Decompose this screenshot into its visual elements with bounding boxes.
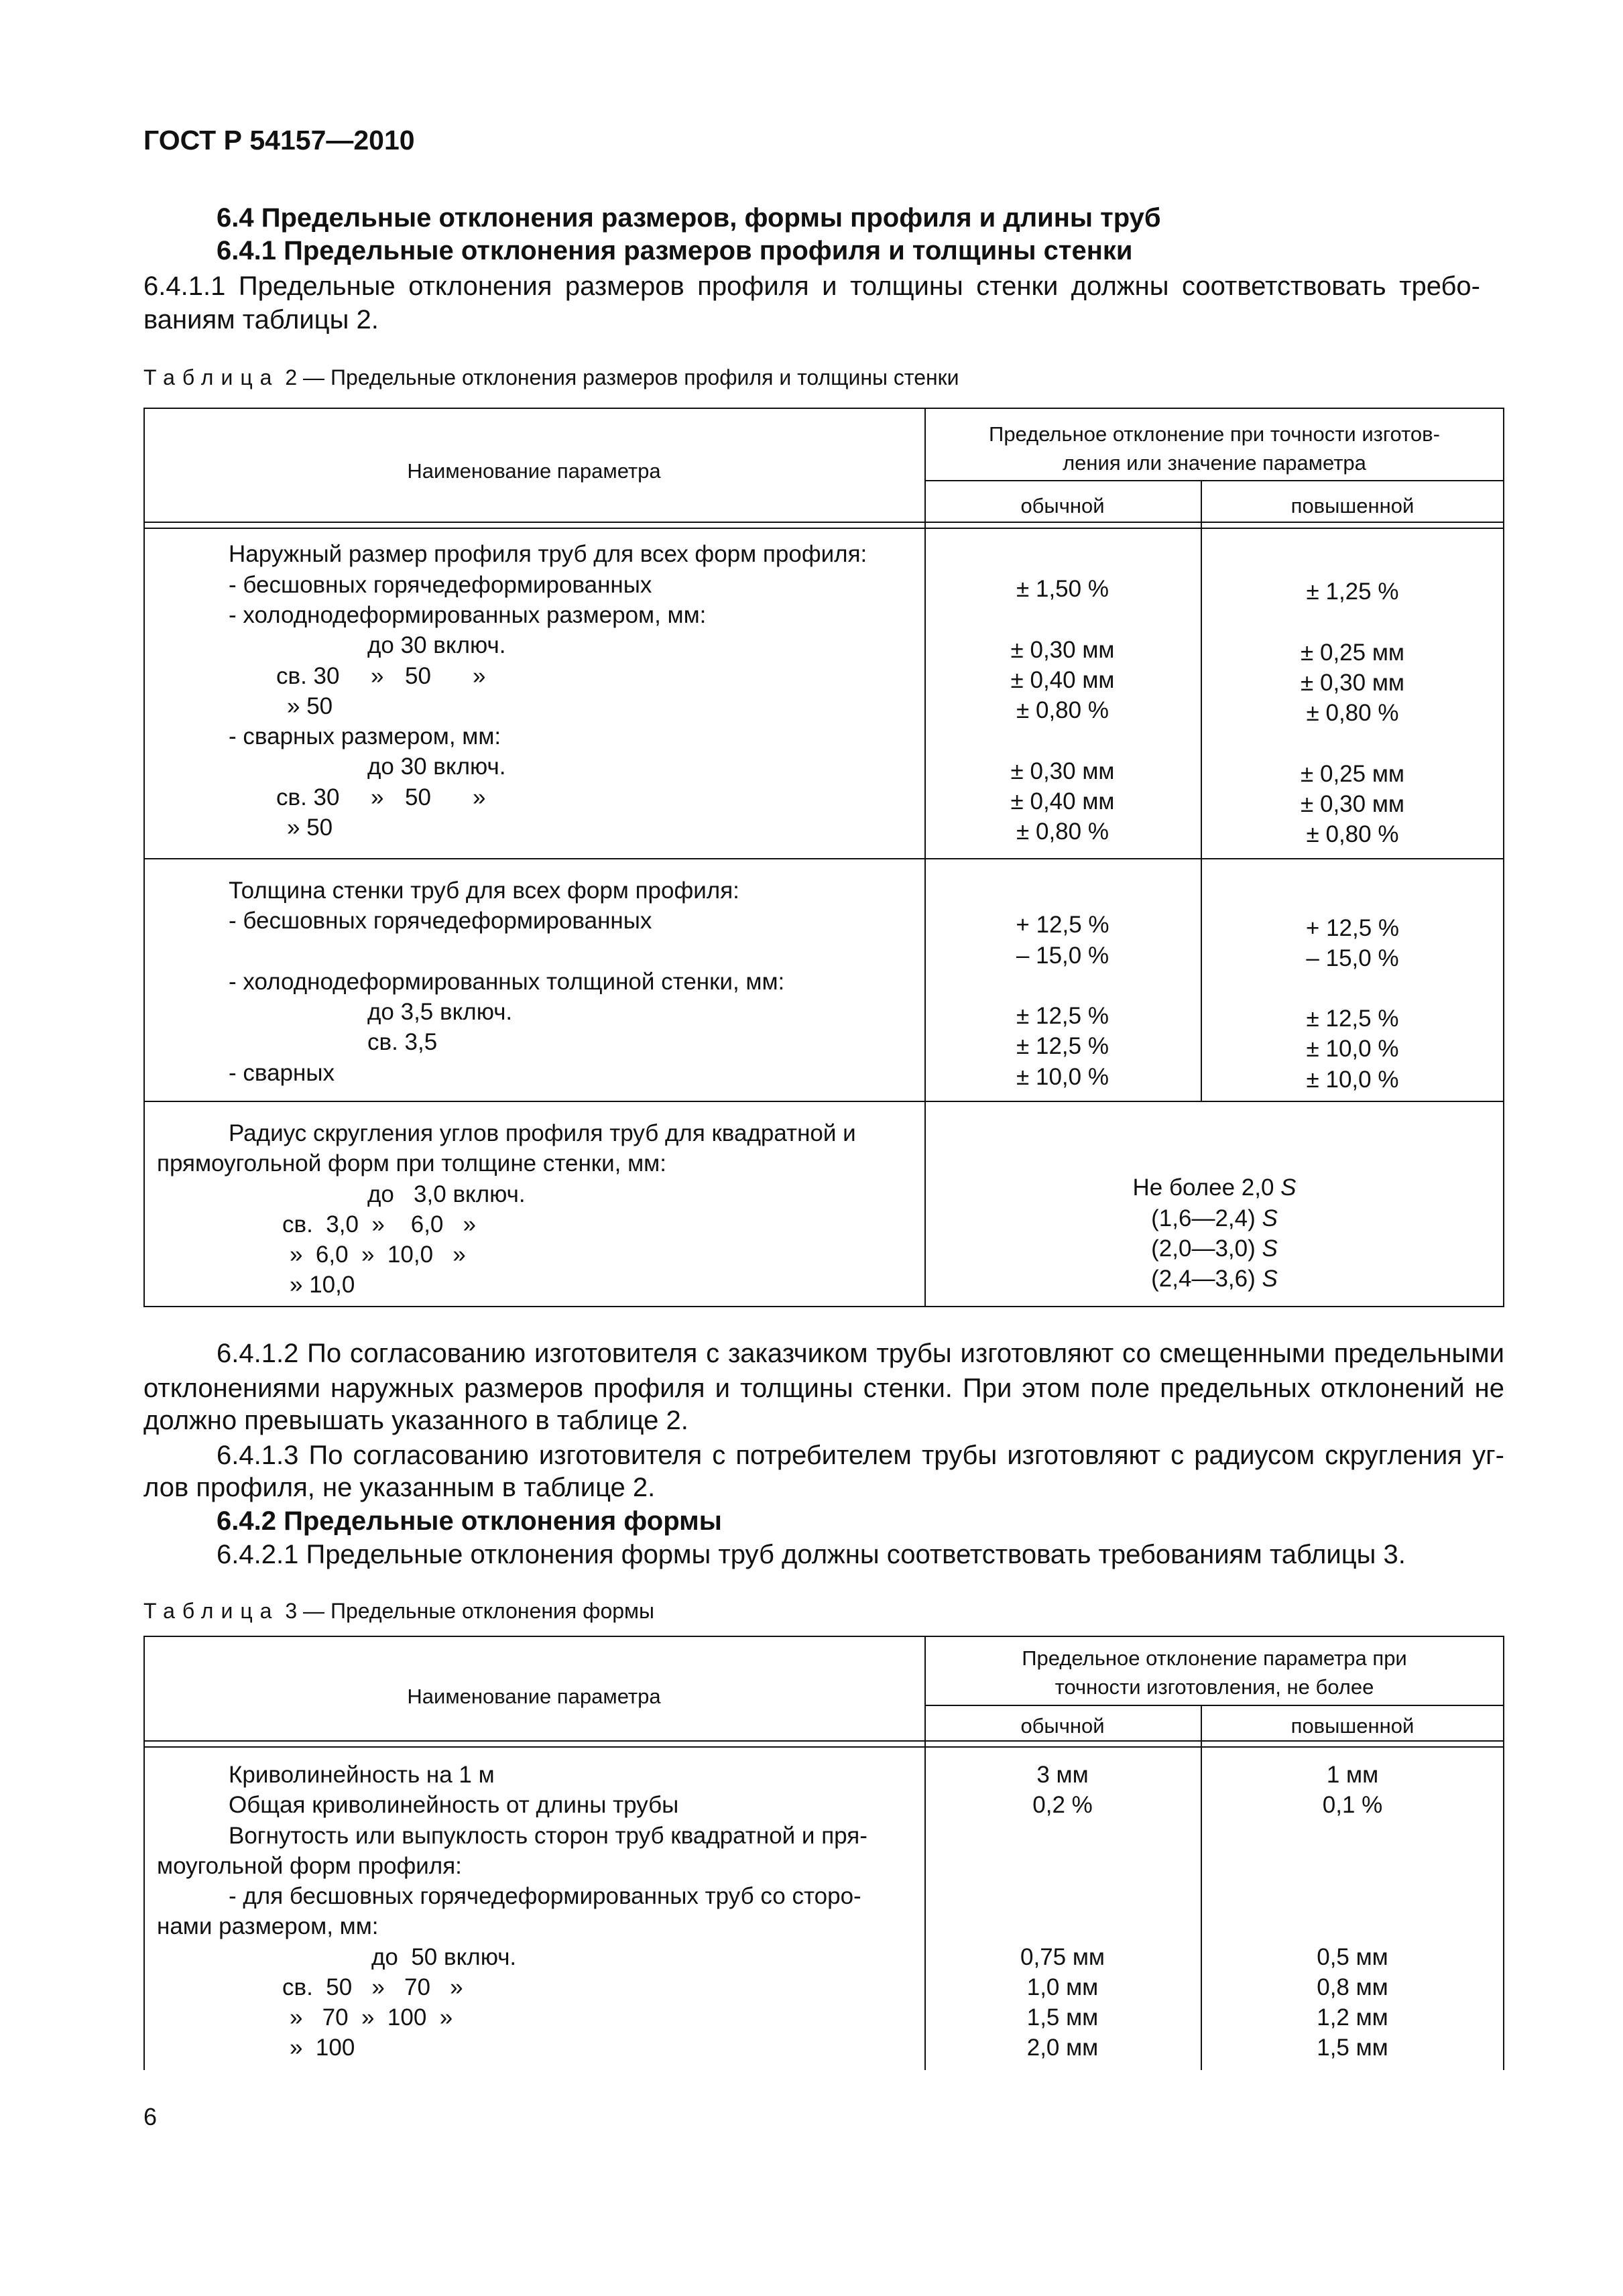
t2-r1-normal-2: ± 0,40 мм <box>1010 667 1115 693</box>
table-2-head-group-line2: ления или значение параметра <box>1063 451 1366 475</box>
t2-r1-param-over30-a-q1: » <box>371 663 384 689</box>
t2-r1-high-0: ± 1,25 % <box>1306 579 1399 605</box>
t3-normal-0: 3 мм <box>1036 1762 1089 1788</box>
t2-r3-value-1-symbol: S <box>1262 1205 1278 1231</box>
t3-param-seamless-l1: - для бесшовных горячедеформированных труб со сторо- <box>229 1883 861 1909</box>
t2-r2-normal-1: – 15,0 % <box>1016 943 1109 969</box>
t2-r1-param-seamless: - бесшовных горячедеформированных <box>229 572 652 598</box>
t2-r3-value-3 <box>924 1264 1504 1294</box>
table-3-head-param: Наименование параметра <box>407 1685 661 1708</box>
t2-r1-param-welded: - сварных размером, мм: <box>229 723 501 749</box>
t2-r1-param-over30-b-50: 50 <box>405 784 431 810</box>
table-2-head-group-line1: Предельное отклонение при точности изготов- <box>989 422 1440 446</box>
t3-high-3: 0,8 мм <box>1317 1974 1388 2000</box>
t2-r1-param-over30-b-q2: » <box>473 784 486 810</box>
table-2-caption <box>143 365 959 390</box>
t2-r2-param-upto35: до 3,5 включ. <box>367 999 513 1025</box>
t3-param-total-curvature: Общая криволинейность от длины трубы <box>229 1792 679 1818</box>
t2-r2-high-4: ± 10,0 % <box>1306 1067 1399 1093</box>
t2-r1-param-title: Наружный размер профиля труб для всех форм профиля: <box>229 541 867 567</box>
table-3-head-normal: обычной <box>1020 1714 1105 1738</box>
t2-r1-high-6: ± 0,80 % <box>1306 821 1399 847</box>
table-2-head-high: повышенной <box>1290 494 1415 518</box>
t2-r2-normal-4: ± 10,0 % <box>1016 1064 1109 1090</box>
t2-r1-normal-6: ± 0,80 % <box>1016 819 1109 845</box>
table-2-caption-text: 2 — Предельные отклонения размеров профиля и толщины стенки <box>285 365 959 389</box>
table-2-head-param: Наименование параметра <box>407 459 661 483</box>
table-2-head-normal: обычной <box>1020 494 1105 518</box>
table-2-head-bottom-double <box>143 528 1504 529</box>
table-3-caption <box>143 1599 654 1624</box>
t2-r1-normal-0: ± 1,50 % <box>1016 576 1109 602</box>
t3-param-concavity-l1: Вогнутость или выпуклость сторон труб квадратной и пря- <box>229 1823 867 1849</box>
table-3-head-bottom-double <box>143 1746 1504 1748</box>
t2-r3-value-0 <box>924 1172 1504 1203</box>
t2-r2-param-cold: - холоднодеформированных толщиной стенки, мм: <box>229 969 785 995</box>
t2-r1-high-3: ± 0,80 % <box>1306 700 1399 726</box>
t2-r1-param-upto30-a: до 30 включ. <box>367 632 506 658</box>
t2-r1-high-1: ± 0,25 мм <box>1301 640 1404 666</box>
table-3-caption-prefix: Таблица <box>143 1599 280 1623</box>
t2-r1-param-over50-a: » 50 <box>287 693 333 719</box>
t2-r1-param-over50-b: » 50 <box>287 814 333 841</box>
paragraph-6-4-1-2-line1: 6.4.1.2 По согласованию изготовителя с заказчиком трубы изготовляют со смещенными предельными <box>217 1339 1504 1368</box>
t3-normal-3: 1,0 мм <box>1026 1974 1099 2000</box>
t2-r3-value-3-symbol: S <box>1262 1266 1278 1292</box>
t2-r3-value-0-symbol: S <box>1280 1174 1297 1201</box>
table-3-head-group-line1: Предельное отклонение параметра при <box>1022 1646 1407 1670</box>
t3-normal-2: 0,75 мм <box>1020 1944 1105 1970</box>
table-3-caption-text: 3 — Предельные отклонения формы <box>285 1599 655 1623</box>
table-3-head-high: повышенной <box>1290 1714 1415 1738</box>
table-3-border-top <box>143 1636 1504 1637</box>
t2-r1-normal-1: ± 0,30 мм <box>1010 637 1115 663</box>
paragraph-6-4-1-3-line2: лов профиля, не указанным в таблице 2. <box>143 1473 656 1502</box>
t2-r3-value-2-symbol: S <box>1262 1235 1278 1262</box>
table-3-head-group-line2: точности изготовления, не более <box>1055 1675 1374 1699</box>
t2-r1-param-over30-a-q2: » <box>473 663 486 689</box>
t2-r3-value-1 <box>924 1203 1504 1233</box>
t2-r1-param-over30-b-q1: » <box>371 784 384 810</box>
section-heading-6-4-2: 6.4.2 Предельные отклонения формы <box>217 1506 722 1536</box>
t3-param-50to70: св. 50 » 70 » <box>282 1974 463 2000</box>
t2-r2-normal-2: ± 12,5 % <box>1016 1003 1109 1029</box>
t2-r2-high-2: ± 12,5 % <box>1306 1006 1399 1032</box>
t2-r3-param-upto3: до 3,0 включ. <box>367 1181 526 1207</box>
t2-r1-normal-4: ± 0,30 мм <box>1010 758 1115 784</box>
t2-r3-value-3-text: (2,4—3,6) <box>1151 1266 1262 1292</box>
t3-param-70to100: » 70 » 100 » <box>290 2004 453 2031</box>
t3-high-4: 1,2 мм <box>1317 2004 1388 2031</box>
table-3-head-group <box>924 1644 1504 1701</box>
t2-r3-param-6to10: » 6,0 » 10,0 » <box>290 1242 466 1268</box>
table-2-border-bottom <box>143 1306 1504 1307</box>
document-id: ГОСТ Р 54157—2010 <box>143 125 415 156</box>
table-2-head-divider <box>924 480 1504 481</box>
t3-normal-4: 1,5 мм <box>1026 2004 1099 2031</box>
t2-r2-param-over35: св. 3,5 <box>367 1029 438 1055</box>
t2-r3-param-line1: Радиус скругления углов профиля труб для квадратной и <box>229 1120 856 1146</box>
t2-r1-param-over30-a: св. 30 <box>276 663 340 689</box>
t2-r2-param-title: Толщина стенки труб для всех форм профиля: <box>229 878 739 904</box>
t2-r1-normal-5: ± 0,40 мм <box>1010 788 1115 814</box>
table-2-row-divider-2 <box>143 1101 1504 1102</box>
t2-r2-high-0: + 12,5 % <box>1305 915 1400 941</box>
t2-r2-normal-3: ± 12,5 % <box>1016 1033 1109 1059</box>
t2-r1-param-over30-a-50: 50 <box>405 663 431 689</box>
table-2-border-top <box>143 408 1504 409</box>
t2-r2-param-seamless: - бесшовных горячедеформированных <box>229 908 652 934</box>
t2-r2-param-welded: - сварных <box>229 1060 335 1086</box>
t3-high-2: 0,5 мм <box>1317 1944 1388 1970</box>
t3-param-over100: » 100 <box>290 2035 355 2061</box>
paragraph-6-4-1-2-line3: должно превышать указанного в таблице 2. <box>143 1406 688 1435</box>
paragraph-6-4-2-1: 6.4.2.1 Предельные отклонения формы труб должны соответствовать требованиям таблицы 3. <box>217 1540 1406 1569</box>
t2-r3-value-2-text: (2,0—3,0) <box>1151 1235 1262 1262</box>
t2-r2-normal-0: + 12,5 % <box>1016 912 1109 938</box>
t2-r1-high-2: ± 0,30 мм <box>1301 670 1404 696</box>
t2-r1-param-upto30-b: до 30 включ. <box>367 753 506 780</box>
section-heading-6-4: 6.4 Предельные отклонения размеров, формы профиля и длины труб <box>217 203 1161 233</box>
t2-r1-high-4: ± 0,25 мм <box>1301 761 1404 787</box>
table-2-caption-prefix: Таблица <box>143 365 280 389</box>
t2-r3-param-line2: прямоугольной форм при толщине стенки, мм: <box>157 1150 666 1176</box>
table-2-head-group <box>924 420 1504 477</box>
paragraph-6-4-1-1-line1: 6.4.1.1 Предельные отклонения размеров профиля и толщины стенки должны соответствовать требо- <box>143 271 1480 301</box>
t2-r1-param-over30-b: св. 30 <box>276 784 340 810</box>
section-heading-6-4-1: 6.4.1 Предельные отклонения размеров профиля и толщины стенки <box>217 236 1133 265</box>
table-2-row-divider-1 <box>143 858 1504 859</box>
paragraph-6-4-1-2-line2: отклонениями наружных размеров профиля и толщины стенки. При этом поле предельных отклонений не <box>143 1374 1504 1403</box>
t2-r2-high-3: ± 10,0 % <box>1306 1036 1399 1062</box>
table-3-head-divider <box>924 1705 1504 1706</box>
t3-high-1: 0,1 % <box>1322 1792 1383 1818</box>
paragraph-6-4-1-3-line1: 6.4.1.3 По согласованию изготовителя с потребителем трубы изготовляют с радиусом скругления уг- <box>217 1441 1504 1470</box>
table-2-head-bottom <box>143 522 1504 523</box>
t2-r1-param-cold: - холоднодеформированных размером, мм: <box>229 602 707 628</box>
t2-r3-param-3to6: св. 3,0 » 6,0 » <box>282 1211 477 1237</box>
page-number: 6 <box>143 2103 158 2130</box>
t3-normal-5: 2,0 мм <box>1026 2035 1099 2061</box>
t2-r3-value-1-text: (1,6—2,4) <box>1151 1205 1262 1231</box>
table-2-border-left <box>143 408 145 1307</box>
paragraph-6-4-1-1-line2: ваниям таблицы 2. <box>143 305 379 335</box>
t2-r3-param-over10: » 10,0 <box>290 1272 355 1298</box>
t3-normal-1: 0,2 % <box>1032 1792 1093 1818</box>
t2-r3-value-0-text: Не более 2,0 <box>1132 1174 1281 1201</box>
t3-param-upto50: до 50 включ. <box>371 1944 517 1970</box>
t2-r2-high-1: – 15,0 % <box>1306 945 1399 971</box>
t3-high-0: 1 мм <box>1326 1762 1379 1788</box>
t3-param-curvature: Криволинейность на 1 м <box>229 1762 495 1788</box>
t3-param-seamless-l2: нами размером, мм: <box>157 1913 379 1939</box>
t2-r3-value-2 <box>924 1233 1504 1264</box>
t2-r1-normal-3: ± 0,80 % <box>1016 697 1109 723</box>
t3-param-concavity-l2: моугольной форм профиля: <box>157 1853 462 1879</box>
t3-high-5: 1,5 мм <box>1317 2035 1388 2061</box>
t2-r1-high-5: ± 0,30 мм <box>1301 791 1404 817</box>
